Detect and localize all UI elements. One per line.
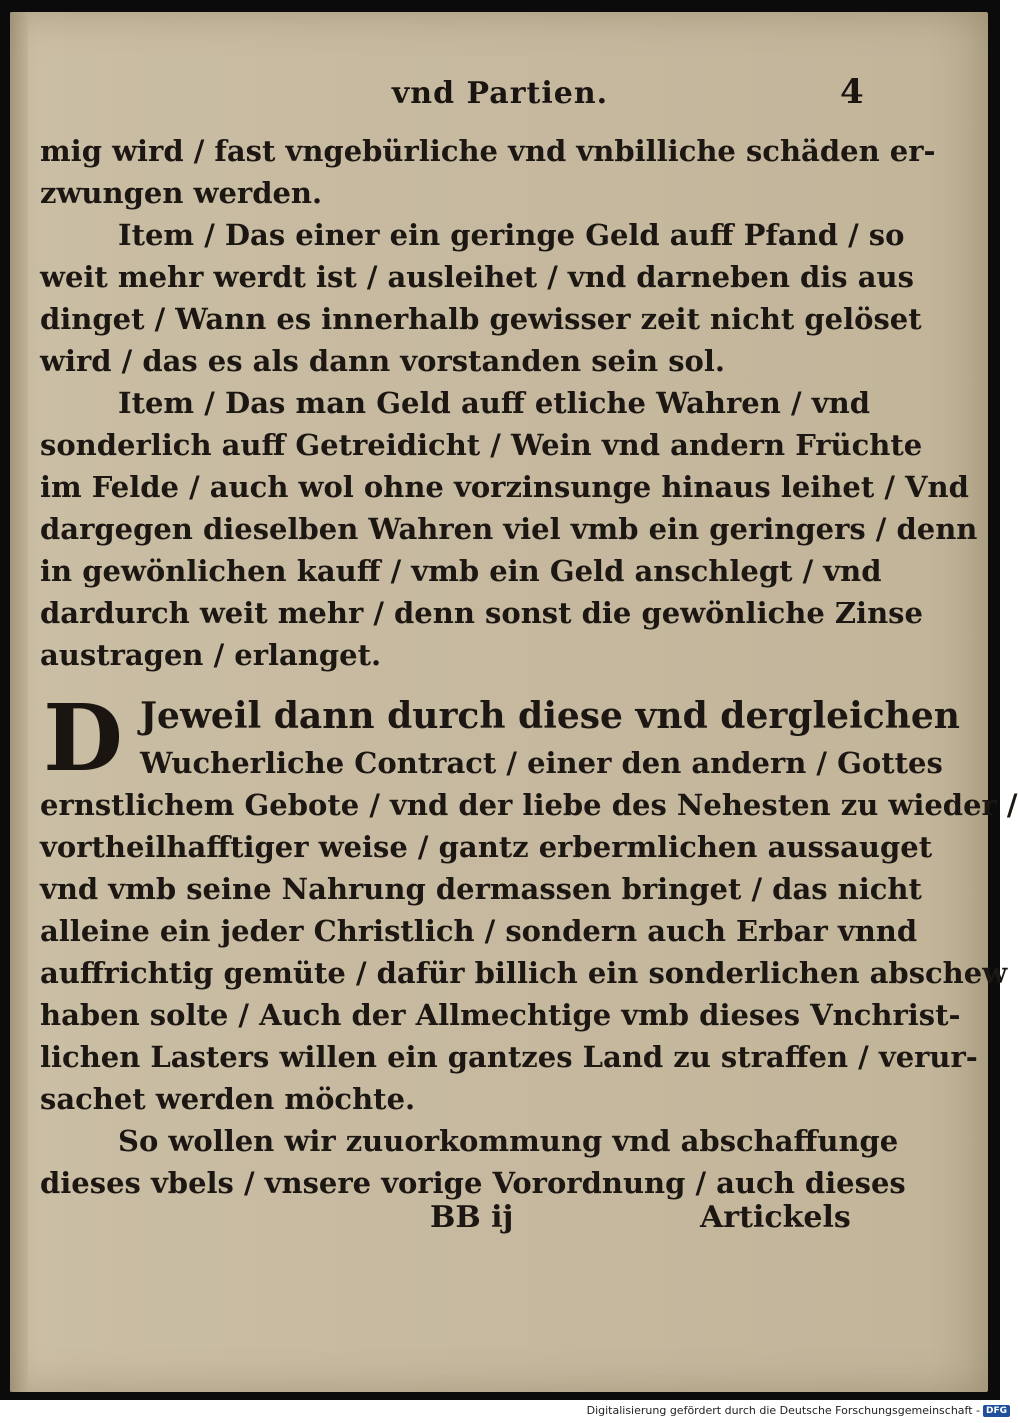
dfg-logo: DFG bbox=[983, 1405, 1010, 1417]
text-line: Item / Das einer ein geringe Geld auff Pfand / so bbox=[118, 218, 905, 252]
text-line: dinget / Wann es innerhalb gewisser zeit nicht gelöset bbox=[40, 302, 922, 336]
page-gutter bbox=[10, 12, 28, 1392]
text-line: sonderlich auff Getreidicht / Wein vnd andern Früchte bbox=[40, 428, 923, 462]
folio-number: 4 bbox=[840, 72, 864, 112]
text-line: vnd vmb seine Nahrung dermassen bringet / das nicht bbox=[40, 872, 922, 906]
digitization-credit bbox=[587, 1404, 1010, 1417]
text-line: sachet werden möchte. bbox=[40, 1082, 416, 1116]
text-line: vortheilhafftiger weise / gantz erbermlichen aussauget bbox=[40, 830, 933, 864]
text-line: dardurch weit mehr / denn sonst die gewönliche Zinse bbox=[40, 596, 923, 630]
catchword: Artickels bbox=[700, 1200, 851, 1235]
text-line: lichen Lasters willen ein gantzes Land zu straffen / verur- bbox=[40, 1040, 978, 1074]
text-line: Jeweil dann durch diese vnd dergleichen bbox=[140, 695, 960, 737]
text-line: im Felde / auch wol ohne vorzinsunge hinaus leihet / Vnd bbox=[40, 470, 969, 504]
text-line: Item / Das man Geld auff etliche Wahren / vnd bbox=[118, 386, 870, 420]
text-line: wird / das es als dann vorstanden sein sol. bbox=[40, 344, 725, 378]
text-line: zwungen werden. bbox=[40, 176, 323, 210]
signature-mark: BB ij bbox=[430, 1200, 514, 1235]
text-line: weit mehr werdt ist / ausleihet / vnd darneben dis aus bbox=[40, 260, 914, 294]
text-line: haben solte / Auch der Allmechtige vmb dieses Vnchrist- bbox=[40, 998, 961, 1032]
text-line: So wollen wir zuuorkommung vnd abschaffunge bbox=[118, 1124, 899, 1158]
text-line: Wucherliche Contract / einer den andern / Gottes bbox=[140, 746, 943, 780]
text-line: dieses vbels / vnsere vorige Vorordnung / auch dieses bbox=[40, 1166, 906, 1200]
text-line: austragen / erlanget. bbox=[40, 638, 382, 672]
credit-text: Digitalisierung gefördert durch die Deutsche Forschungsgemeinschaft - bbox=[586, 1404, 980, 1417]
text-line: alleine ein jeder Christlich / sondern auch Erbar vnnd bbox=[40, 914, 918, 948]
running-head: vnd Partien. bbox=[391, 76, 609, 111]
text-line: ernstlichem Gebote / vnd der liebe des Nehesten zu wieder / bbox=[40, 788, 1018, 822]
text-line: mig wird / fast vngebürliche vnd vnbilliche schäden er- bbox=[40, 134, 936, 168]
text-line: dargegen dieselben Wahren viel vmb ein geringers / denn bbox=[40, 512, 978, 546]
decorated-initial: D bbox=[43, 684, 123, 792]
text-line: auffrichtig gemüte / dafür billich ein sonderlichen abschew bbox=[40, 956, 1008, 990]
text-line: in gewönlichen kauff / vmb ein Geld anschlegt / vnd bbox=[40, 554, 882, 588]
